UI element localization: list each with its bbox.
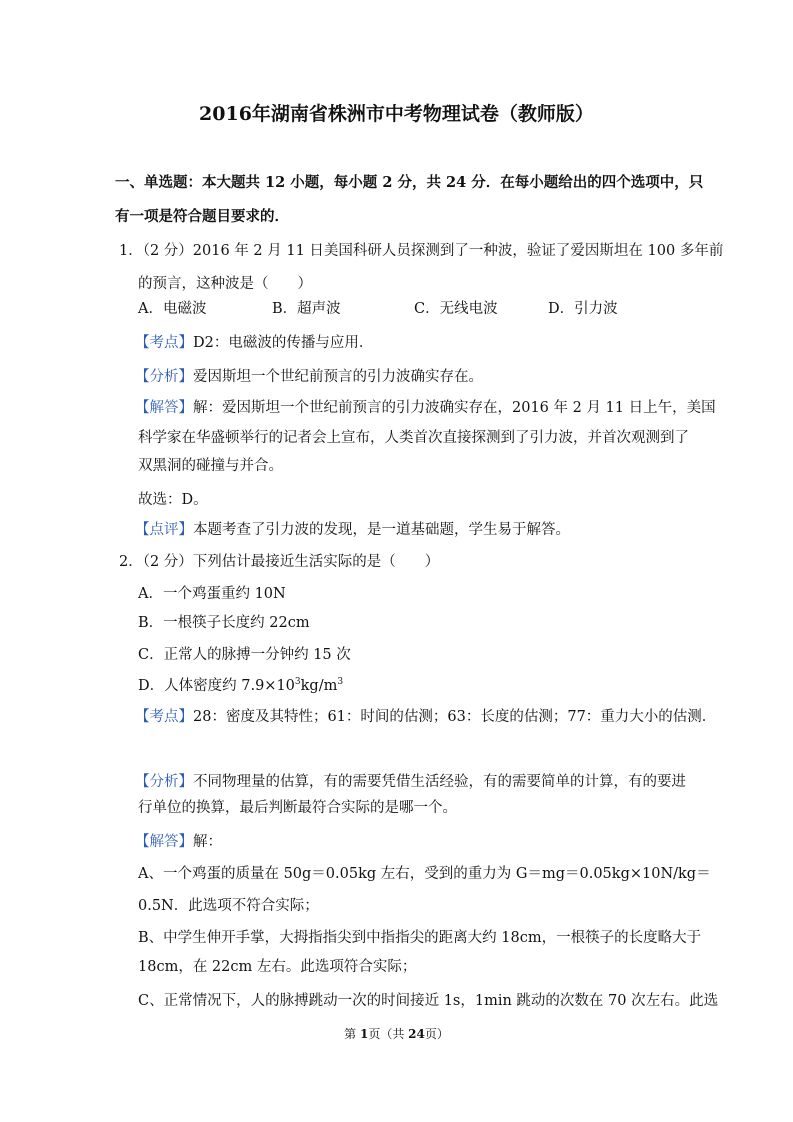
jieda-tag: 【解答】: [135, 400, 193, 416]
q2-fenxi-line1: [135, 772, 686, 792]
q1-jieda-text1: 解：爱因斯坦一个世纪前预言的引力波确实存在，2016 年 2 月 11 日上午，美国: [193, 400, 716, 416]
footer-page-number: 1: [359, 1027, 369, 1041]
q1-stem-line2: 的预言，这种波是（ ）: [138, 276, 312, 292]
footer-prefix: 第: [344, 1027, 360, 1041]
q1-jieda-line1: [135, 398, 716, 418]
q1-answer: 故选：D。: [138, 492, 208, 508]
section-heading-line2: 有一项是符合题目要求的．: [115, 208, 289, 225]
q2-option-a: A．一个鸡蛋重约 10N: [138, 586, 286, 602]
q1-stem-line1: 1．（2 分）2016 年 2 月 11 日美国科研人员探测到了一种波，验证了爱因斯坦在 100 多年前: [119, 243, 724, 259]
kaodian-tag: 【考点】: [135, 335, 193, 351]
q2-option-d-exponent-2: 3: [337, 677, 344, 688]
q2-analysis-a-line2: 0.5N．此选项不符合实际；: [138, 898, 319, 914]
jieda-tag: 【解答】: [135, 834, 193, 850]
q1-option-c: C．无线电波: [414, 301, 498, 317]
q1-dianping-text: 本题考查了引力波的发现，是一道基础题，学生易于解答。: [193, 522, 570, 538]
kaodian-tag: 【考点】: [135, 709, 193, 725]
q2-stem: 2．（2 分）下列估计最接近生活实际的是（ ）: [119, 554, 440, 570]
q1-jieda-line3: 双黑洞的碰撞与并合。: [138, 458, 283, 474]
q2-kaodian: [135, 707, 716, 727]
footer-suffix: 页）: [424, 1027, 449, 1041]
page-title: 2016年湖南省株洲市中考物理试卷（教师版）: [199, 103, 594, 125]
q2-analysis-b-line2: 18cm，在 22cm 左右。此选项符合实际；: [138, 959, 417, 975]
dianping-tag: 【点评】: [135, 522, 193, 538]
q2-option-d: [138, 676, 343, 696]
q1-options: [138, 299, 698, 319]
q1-jieda-line2: 科学家在华盛顿举行的记者会上宣布，人类首次直接探测到了引力波，并首次观测到了: [138, 430, 689, 446]
q2-fenxi-line2: 行单位的换算，最后判断最符合实际的是哪一个。: [138, 800, 457, 816]
q1-option-b: B．超声波: [272, 301, 341, 317]
q2-fenxi-text1: 不同物理量的估算，有的需要凭借生活经验，有的需要简单的计算，有的要进: [193, 774, 686, 790]
q2-analysis-c-line1: C、正常情况下，人的脉搏跳动一次的时间接近 1s，1min 跳动的次数在 70 次左右。此选: [138, 993, 719, 1009]
q2-kaodian-text: 28：密度及其特性；61：时间的估测；63：长度的估测；77：重力大小的估测．: [193, 709, 717, 725]
section-heading-line1: 一、单选题：本大题共 12 小题，每小题 2 分，共 24 分．在每小题给出的四个选项中，只: [115, 174, 704, 191]
page-footer: [0, 1026, 793, 1042]
q2-analysis-a-line1: A、一个鸡蛋的质量在 50g＝0.05kg 左右，受到的重力为 G＝mg＝0.05kg×10N/kg＝: [138, 866, 711, 882]
q2-option-d-unit: kg/m: [300, 678, 338, 694]
fenxi-tag: 【分析】: [135, 774, 193, 790]
q2-option-d-exponent-1: 3: [294, 677, 301, 688]
footer-total-pages: 24: [408, 1027, 425, 1041]
fenxi-tag: 【分析】: [135, 369, 193, 385]
q2-jieda-text: 解：: [193, 834, 222, 850]
q2-analysis-b-line1: B、中学生伸开手掌，大拇指指尖到中指指尖的距离大约 18cm，一根筷子的长度略大于: [138, 930, 702, 946]
q2-option-c: C．正常人的脉搏一分钟约 15 次: [138, 647, 351, 663]
q1-kaodian-text: D2：电磁波的传播与应用．: [193, 335, 374, 351]
q1-dianping: [135, 520, 570, 540]
footer-middle: 页（共: [368, 1027, 409, 1041]
q1-fenxi: [135, 367, 483, 387]
q2-option-d-text: D．人体密度约 7.9×10: [138, 678, 295, 694]
q1-fenxi-text: 爱因斯坦一个世纪前预言的引力波确实存在。: [193, 369, 483, 385]
q2-jieda: [135, 832, 222, 852]
q1-option-d: D．引力波: [548, 301, 618, 317]
q1-kaodian: [135, 333, 373, 353]
q2-option-b: B．一根筷子长度约 22cm: [138, 615, 310, 631]
q1-option-a: A．电磁波: [138, 301, 207, 317]
